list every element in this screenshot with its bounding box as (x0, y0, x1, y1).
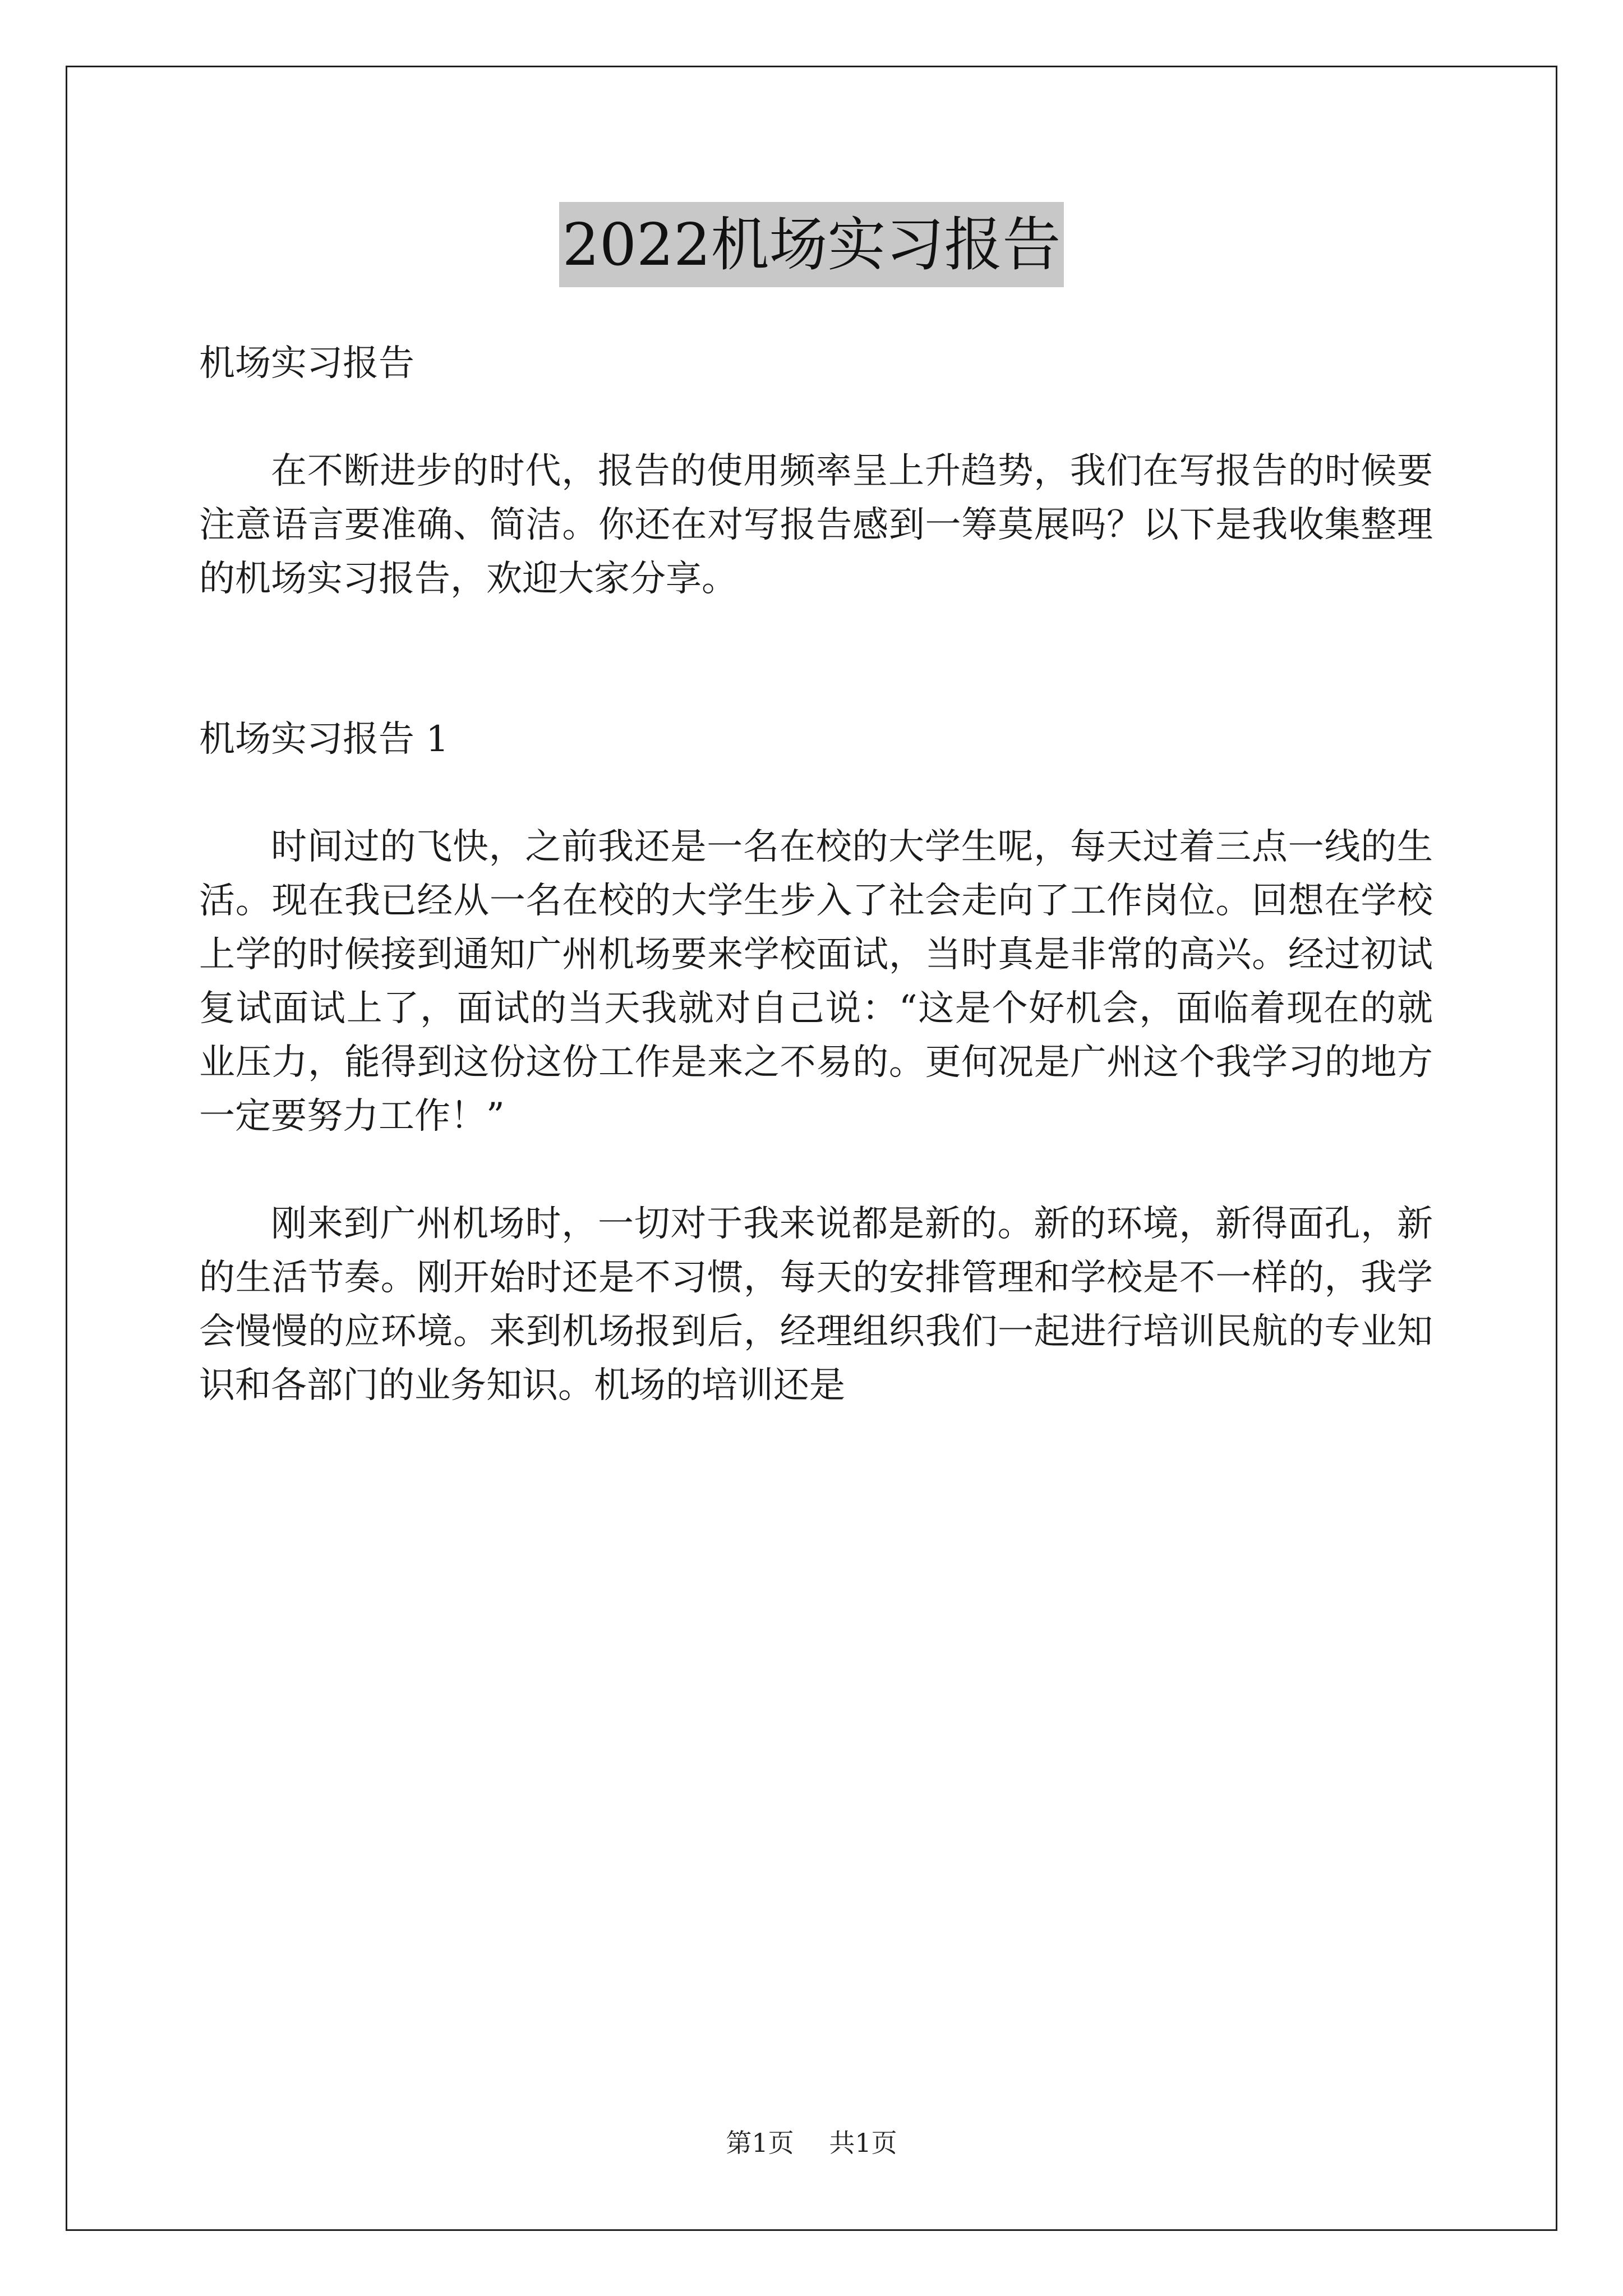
document-body (199, 337, 1433, 1412)
section1-paragraph-2: 刚来到广州机场时，一切对于我来说都是新的。新的环境，新得面孔，新的生活节奏。刚开始时还是不习惯，每天的安排管理和学校是不一样的，我学会慢慢的应环境。来到机场报到后，经理组织我们一起进行培训民航的专业知识和各部门的业务知识。机场的培训还是 (199, 1203, 1433, 1406)
spacer (199, 390, 1433, 444)
spacer (199, 606, 1433, 712)
intro-paragraph: 在不断进步的时代，报告的使用频率呈上升趋势，我们在写报告的时候要注意语言要准确、简洁。你还在对写报告感到一筹莫展吗？以下是我收集整理的机场实习报告，欢迎大家分享。 (199, 450, 1433, 600)
document-title: 2022机场实习报告 (559, 202, 1064, 287)
page-number-current: 第1页 (726, 2128, 794, 2158)
intro-heading: 机场实习报告 (199, 343, 414, 384)
page-number-total: 共1页 (829, 2128, 897, 2158)
section1-heading: 机场实习报告 1 (199, 719, 449, 760)
title-container (0, 202, 1623, 287)
page-footer (0, 2126, 1623, 2160)
spacer (199, 766, 1433, 820)
spacer (199, 1143, 1433, 1197)
section1-paragraph-1: 时间过的飞快，之前我还是一名在校的大学生呢，每天过着三点一线的生活。现在我已经从一名在校的大学生步入了社会走向了工作岗位。回想在学校上学的时候接到通知广州机场要来学校面试，当时真是非常的高兴。经过初试复试面试上了，面试的当天我就对自己说：“这是个好机会，面临着现在的就业压力，能得到这份这份工作是来之不易的。更何况是广州这个我学习的地方一定要努力工作！” (199, 826, 1433, 1137)
